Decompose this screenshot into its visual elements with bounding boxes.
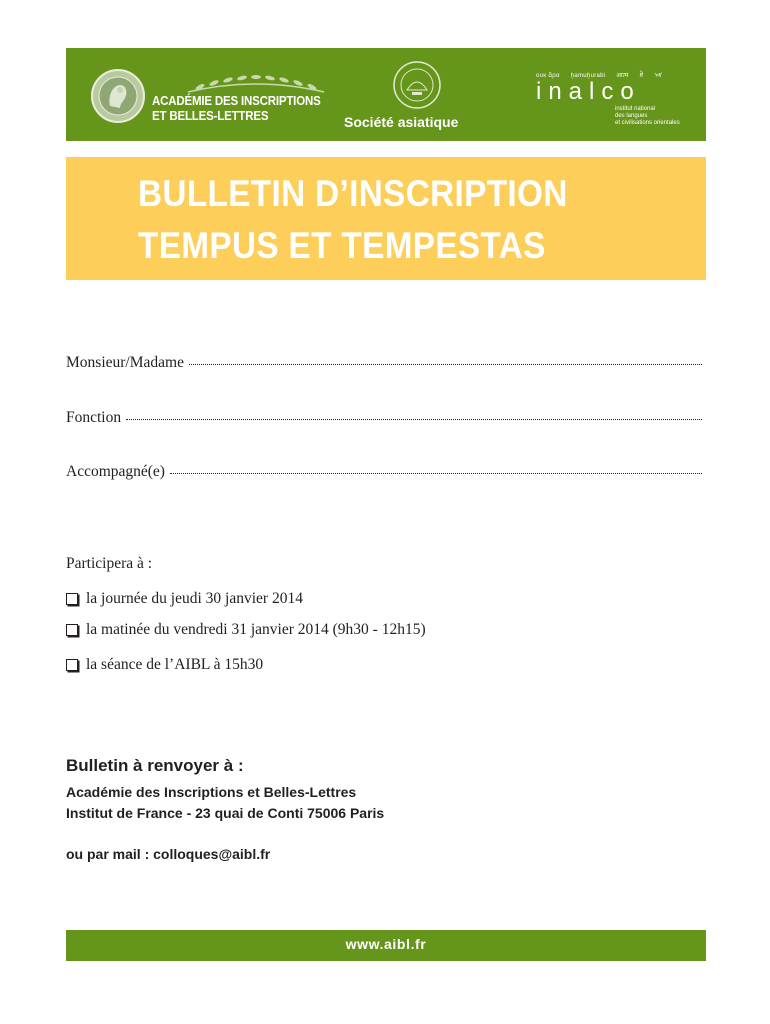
inalco-script-2: ḫamuḫurabi <box>570 73 606 79</box>
name-field-line[interactable] <box>189 363 702 365</box>
function-field-line[interactable] <box>126 418 702 420</box>
inalco-sub-line3: et civilisations orientales <box>615 120 680 126</box>
function-field[interactable] <box>66 409 702 427</box>
inalco-script-3: आत्म <box>616 73 629 79</box>
return-heading: Bulletin à renvoyer à : <box>66 756 244 775</box>
aibl-name-line2: ET BELLES-LETTRES <box>152 109 269 123</box>
societe-asiatique-seal-icon <box>392 60 442 110</box>
inalco-subtitle <box>615 106 680 127</box>
societe-asiatique-name: Société asiatique <box>344 114 459 130</box>
mail-line: ou par mail : colloques@aibl.fr <box>66 846 271 862</box>
inalco-sub-line1: institut national <box>615 106 656 112</box>
checkbox-icon[interactable] <box>66 659 78 671</box>
inalco-script-4: ཐེ <box>639 73 644 79</box>
name-field-label: Monsieur/Madame <box>66 354 184 371</box>
title-line-2: TEMPUS ET TEMPESTAS <box>138 225 546 266</box>
option-aibl-session[interactable] <box>66 656 263 674</box>
inalco-sub-line2: des langues <box>615 113 648 119</box>
function-field-label: Fonction <box>66 409 122 426</box>
title-box <box>66 157 706 280</box>
address-line-1: Académie des Inscriptions et Belles-Lettres <box>66 784 357 800</box>
aibl-name <box>152 94 321 124</box>
inalco-logo: inalco <box>536 78 641 105</box>
option-friday-morning-label: la matinée du vendredi 31 janvier 2014 (9h30 - 12h15) <box>86 621 426 638</box>
checkbox-icon[interactable] <box>66 624 78 636</box>
header-banner <box>66 48 706 141</box>
inalco-script-1: ουκ ἄρα <box>536 73 560 79</box>
title-line-1: BULLETIN D’INSCRIPTION <box>138 173 568 214</box>
companion-field[interactable] <box>66 463 702 481</box>
companion-field-line[interactable] <box>170 472 702 474</box>
participation-label: Participera à : <box>66 555 153 572</box>
footer-bar <box>66 930 706 961</box>
website-link[interactable]: www.aibl.fr <box>345 936 427 952</box>
option-thursday-label: la journée du jeudi 30 janvier 2014 <box>86 590 303 607</box>
companion-field-label: Accompagné(e) <box>66 463 165 480</box>
option-aibl-session-label: la séance de l’AIBL à 15h30 <box>86 656 264 673</box>
aibl-name-line1: ACADÉMIE DES INSCRIPTIONS <box>152 94 321 108</box>
laurel-branch-icon <box>186 70 326 96</box>
address-line-2: Institut de France - 23 quai de Conti 75006 Paris <box>66 805 385 821</box>
aibl-medal-icon <box>90 68 146 124</box>
inalco-script-5: ᠠᠮ <box>654 73 663 79</box>
option-friday-morning[interactable] <box>66 621 426 639</box>
name-field[interactable] <box>66 354 702 372</box>
option-thursday[interactable] <box>66 590 303 608</box>
checkbox-icon[interactable] <box>66 593 78 605</box>
